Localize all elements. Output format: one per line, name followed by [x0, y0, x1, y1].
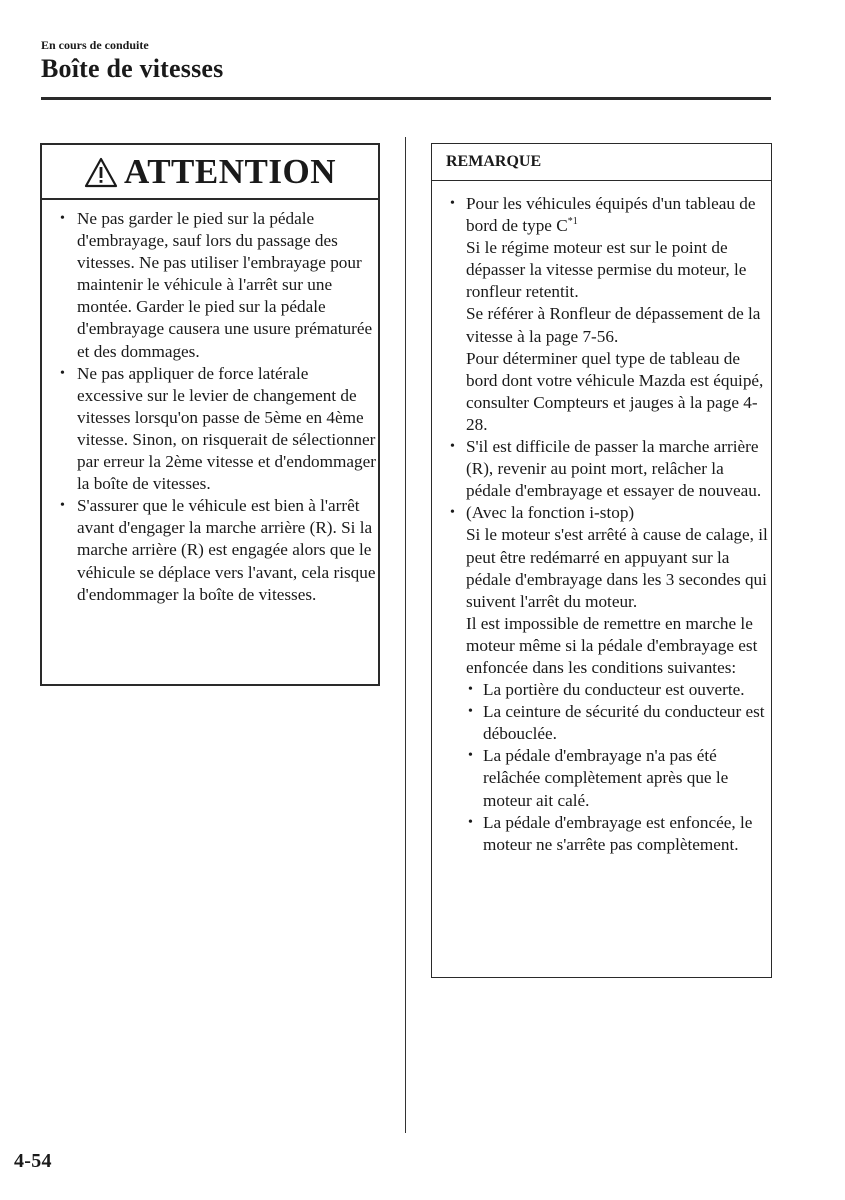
- condition-item: • La pédale d'embrayage est enfoncée, le moteur ne s'arrête pas complètement.: [466, 812, 770, 856]
- column-divider: [405, 137, 406, 1133]
- remark-item: [448, 193, 770, 436]
- remark-text: Se référer à Ronfleur de dépassement de la vitesse à la page 7-56.: [466, 304, 761, 346]
- remark-text: Si le régime moteur est sur le point de dépasser la vitesse permise du moteur, le ronfleur retentit.: [466, 238, 747, 302]
- title-rule: [41, 97, 771, 100]
- attention-item: • Ne pas appliquer de force latérale excessive sur le levier de changement de vitesses lorsqu'on passe de 5ème en 4ème vitesse. Sinon, on risquerait de sélectionner par erreur la 2ème vitesse et d'endommager la boîte de vitesses.: [58, 363, 376, 496]
- remark-text: Si le moteur s'est arrêté à cause de calage, il peut être redémarré en appuyant sur la pédale d'embrayage dans les 3 secondes qui suivent l'arrêt du moteur.: [466, 525, 768, 611]
- remark-text: Il est impossible de remettre en marche le moteur même si la pédale d'embrayage est enfoncée dans les conditions suivantes:: [466, 613, 758, 677]
- remark-item: [448, 436, 770, 502]
- attention-box: [40, 143, 380, 686]
- remark-list: [448, 193, 770, 856]
- attention-list: [58, 208, 376, 606]
- attention-title: ATTENTION: [124, 151, 336, 191]
- attention-item: • S'assurer que le véhicule est bien à l'arrêt avant d'engager la marche arrière (R). Si la marche arrière (R) est engagée alors que le véhicule se déplace vers l'avant, cela risque d'endommager la boîte de vitesses.: [58, 495, 376, 605]
- attention-item: • Ne pas garder le pied sur la pédale d'embrayage, sauf lors du passage des vitesses. Ne pas utiliser l'embrayage pour maintenir le véhicule à l'arrêt sur une montée. Garder le pied sur la pédale d'embrayage causera une usure prématurée et des dommages.: [58, 208, 376, 363]
- remark-text: • Pour les véhicules équipés d'un tableau de bord de type $C^{*1}$: [466, 194, 756, 236]
- section-label: En cours de conduite: [41, 38, 149, 52]
- remark-item: [448, 502, 770, 856]
- remark-text: Pour déterminer quel type de tableau de bord dont votre véhicule Mazda est équipé, consulter Compteurs et jauges à la page 4-28.: [466, 348, 764, 434]
- attention-header: [42, 145, 378, 200]
- remark-box: [431, 143, 772, 978]
- conditions-list: [466, 679, 770, 856]
- condition-item: • La ceinture de sécurité du conducteur est débouclée.: [466, 701, 770, 745]
- condition-item: • La portière du conducteur est ouverte.: [466, 679, 770, 701]
- page-number: 4-54: [14, 1150, 52, 1172]
- remark-text: • S'il est difficile de passer la marche arrière (R), revenir au point mort, relâcher la pédale d'embrayage et essayer de nouveau.: [466, 437, 762, 501]
- page-title: Boîte de vitesses: [41, 54, 224, 83]
- remark-title: REMARQUE: [432, 144, 771, 181]
- warning-triangle-icon: [84, 157, 118, 188]
- footnote-marker: *1: [567, 216, 578, 228]
- condition-item: • La pédale d'embrayage n'a pas été relâchée complètement après que le moteur ait calé.: [466, 745, 770, 811]
- remark-text: • (Avec la fonction i-stop): [466, 503, 635, 523]
